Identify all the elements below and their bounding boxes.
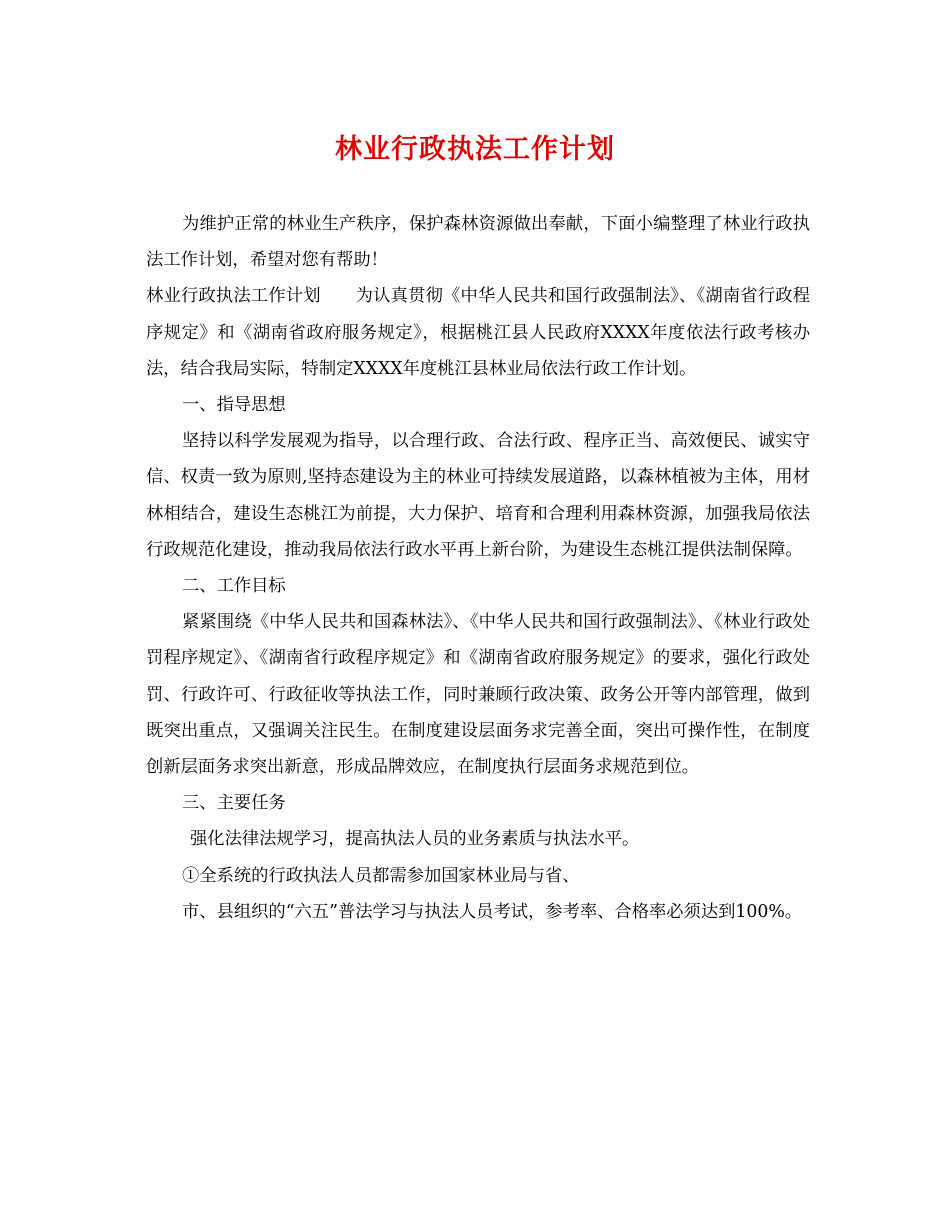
guiding-ideology-paragraph: 坚持以科学发展观为指导，以合理行政、合法行政、程序正当、高效便民、诚实守信、权责一致为原则,坚持态建设为主的林业可持续发展道路，以森林植被为主体，用材林相结合，建设生态桃江为前提，大力保护、培育和合理利用森林资源，加强我局依法行政规范化建设，推动我局依法行政水平再上新台阶，为建设生态桃江提供法制保障。 bbox=[146, 431, 810, 560]
document-title: 林业行政执法工作计划 bbox=[335, 134, 615, 165]
plan-intro-paragraph: 林业行政执法工作计划 为认真贯彻《中华人民共和国行政强制法》、《湖南省行政程序规定》和《湖南省政府服务规定》，根据桃江县人民政府XXXX年度依法行政考核办法，结合我局实际，特制定XXXX年度桃江县林业局依法行政工作计划。 bbox=[146, 286, 810, 379]
main-task-subitem-continued: 市、县组织的“六五”普法学习与执法人员考试，参考率、合格率必须达到100%。 bbox=[182, 901, 803, 922]
section-heading-main-tasks: 三、主要任务 bbox=[182, 793, 286, 814]
main-task-subitem: ①全系统的行政执法人员都需参加国家林业局与省、 bbox=[182, 865, 580, 886]
section-heading-work-goals: 二、工作目标 bbox=[182, 576, 286, 597]
intro-paragraph: 为维护正常的林业生产秩序，保护森林资源做出奉献，下面小编整理了林业行政执法工作计划，希望对您有帮助！ bbox=[146, 214, 810, 271]
main-task-item: 强化法律法规学习，提高执法人员的业务素质与执法水平。 bbox=[190, 829, 640, 850]
document-body bbox=[146, 206, 810, 930]
section-heading-guiding-ideology: 一、指导思想 bbox=[182, 395, 286, 416]
work-goals-paragraph: 紧紧围绕《中华人民共和国森林法》、《中华人民共和国行政强制法》、《林业行政处罚程序规定》、《湖南省行政程序规定》和《湖南省政府服务规定》的要求，强化行政处罚、行政许可、行政征收等执法工作，同时兼顾行政决策、政务公开等内部管理，做到既突出重点，又强调关注民生。在制度建设层面务求完善全面，突出可操作性，在制度创新层面务求突出新意，形成品牌效应，在制度执行层面务求规范到位。 bbox=[146, 612, 810, 778]
